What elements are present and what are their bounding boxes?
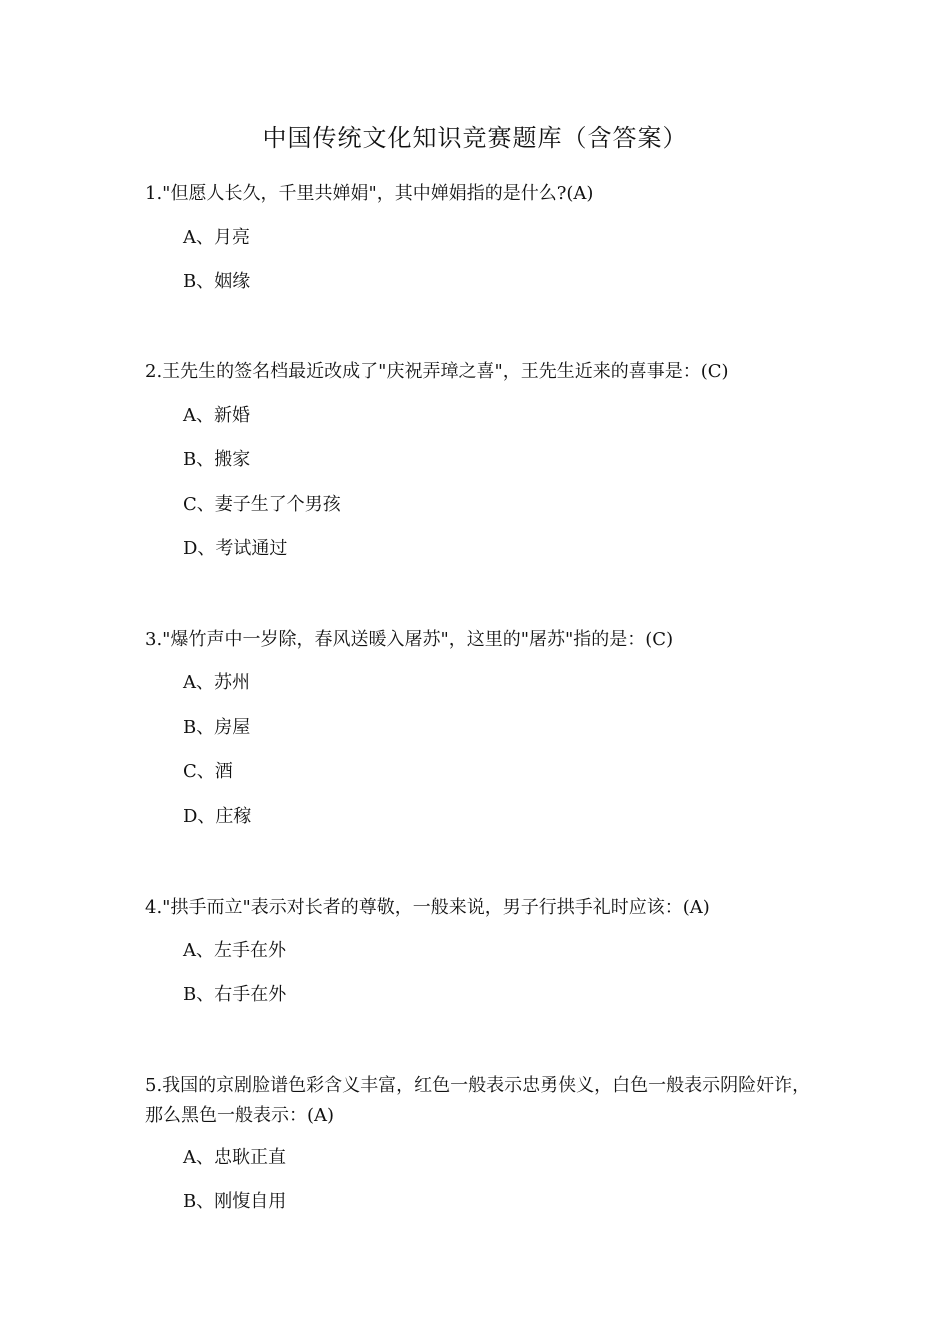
question-2-option-b: B、搬家 (183, 449, 251, 470)
question-1-option-a: A、月亮 (183, 227, 250, 248)
question-3-option-b: B、房屋 (183, 717, 251, 738)
question-4-option-a: A、左手在外 (183, 940, 286, 961)
question-5-option-a: A、忠耿正直 (183, 1147, 286, 1168)
question-1-option-b: B、姻缘 (183, 271, 251, 292)
question-5-option-b: B、刚愎自用 (183, 1191, 287, 1212)
question-2-option-c: C、妻子生了个男孩 (183, 494, 341, 515)
question-3-option-d: D、庄稼 (183, 806, 252, 827)
question-3-text: 3."爆竹声中一岁除，春风送暖入屠苏"，这里的"屠苏"指的是：(C) (145, 629, 674, 650)
question-3-option-a: A、苏州 (183, 672, 250, 693)
question-4-option-b: B、右手在外 (183, 984, 287, 1005)
question-2-option-a: A、新婚 (183, 405, 250, 426)
question-1-text: 1."但愿人长久，千里共婵娟"，其中婵娟指的是什么?(A) (145, 183, 594, 204)
document-title: 中国传统文化知识竞赛题库（含答案） (262, 124, 688, 152)
question-2-text: 2.王先生的签名档最近改成了"庆祝弄璋之喜"，王先生近来的喜事是：(C) (145, 361, 729, 382)
question-5-text: 5.我国的京剧脸谱色彩含义丰富，红色一般表示忠勇侠义，白色一般表示阴险奸诈，那么黑色一般表示：(A) (145, 1075, 811, 1126)
question-4-text: 4."拱手而立"表示对长者的尊敬，一般来说，男子行拱手礼时应该：(A) (145, 897, 710, 918)
question-3-option-c: C、酒 (183, 761, 233, 782)
question-2-option-d: D、考试通过 (183, 538, 288, 559)
